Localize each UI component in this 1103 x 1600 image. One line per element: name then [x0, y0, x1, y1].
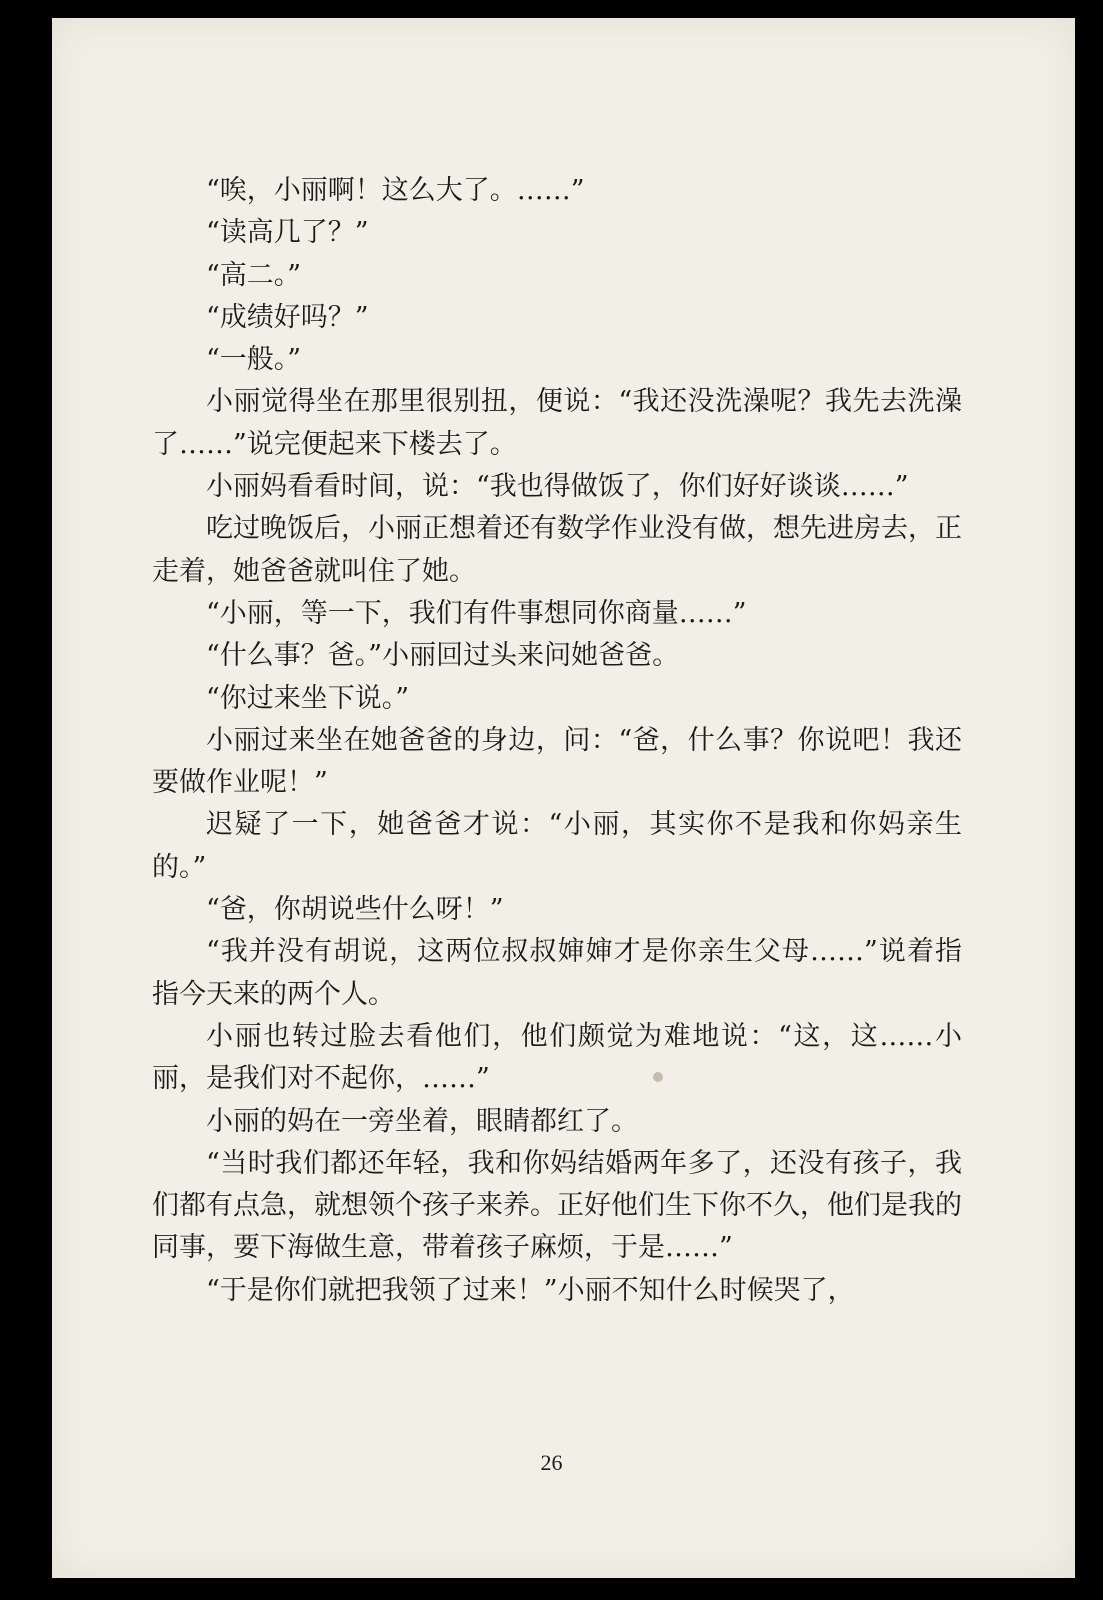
paragraph: “什么事？爸。”小丽回过头来问她爸爸。	[206, 640, 680, 672]
paragraph: “唉，小丽啊！这么大了。……”	[206, 175, 585, 206]
paragraph: 小丽觉得坐在那里很别扭，便说：“我还没洗澡呢？我先去洗澡了……”说完便起来下楼去了。	[152, 386, 962, 460]
paragraph: 小丽过来坐在她爸爸的身边，问：“爸，什么事？你说吧！我还要做作业呢！”	[152, 724, 962, 799]
page-number: 26	[540, 1450, 563, 1475]
paragraph: “你过来坐下说。”	[206, 682, 410, 714]
body-text	[152, 170, 962, 1312]
paragraph: “我并没有胡说，这两位叔叔婶婶才是你亲生父母……”说着指指今天来的两个人。	[152, 936, 962, 1010]
paragraph: 小丽也转过脸去看他们，他们颇觉为难地说：“这，这……小丽，是我们对不起你，……”	[152, 1020, 962, 1095]
paragraph: “一般。”	[206, 344, 302, 376]
paragraph: “当时我们都还年轻，我和你妈结婚两年多了，还没有孩子，我们都有点急，就想领个孩子来养。正好他们生下你不久，他们是我的同事，要下海做生意，带着孩子麻烦，于是……”	[152, 1147, 962, 1264]
paragraph: “高二。”	[206, 259, 302, 291]
paragraph: 小丽的妈在一旁坐着，眼睛都红了。	[206, 1105, 638, 1137]
paragraph: “小丽，等一下，我们有件事想同你商量……”	[206, 597, 747, 629]
paragraph: “爸，你胡说些什么呀！”	[206, 894, 504, 926]
paragraph: “读高几了？”	[206, 217, 369, 249]
paragraph: 小丽妈看看时间，说：“我也得做饭了，你们好好谈谈……”	[206, 471, 909, 503]
paragraph: “成绩好吗？”	[206, 301, 369, 333]
paragraph: “于是你们就把我领了过来！”小丽不知什么时候哭了，	[206, 1274, 855, 1306]
paragraph: 迟疑了一下，她爸爸才说：“小丽，其实你不是我和你妈亲生的。”	[152, 809, 962, 883]
paragraph: 吃过晚饭后，小丽正想着还有数学作业没有做，想先进房去，正走着，她爸爸就叫住了她。	[152, 513, 962, 587]
